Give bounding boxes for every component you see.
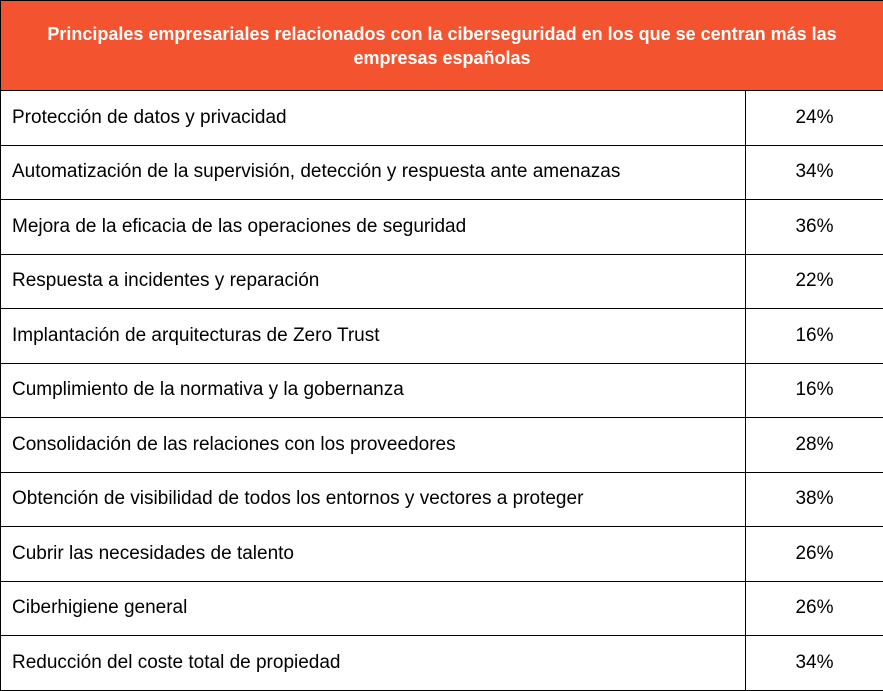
header-row <box>1 1 883 91</box>
row-value: 28% <box>746 418 883 473</box>
table-row <box>1 254 883 309</box>
table-row <box>1 145 883 200</box>
row-value: 16% <box>746 363 883 418</box>
table-body <box>1 91 883 691</box>
row-label: Respuesta a incidentes y reparación <box>1 254 746 309</box>
row-label: Consolidación de las relaciones con los proveedores <box>1 418 746 473</box>
table-row <box>1 363 883 418</box>
table-row <box>1 581 883 636</box>
table-row <box>1 527 883 582</box>
row-value: 34% <box>746 145 883 200</box>
table-title: Principales empresariales relacionados con la ciberseguridad en los que se centran más las empresas españolas <box>1 1 883 91</box>
row-label: Reducción del coste total de propiedad <box>1 636 746 691</box>
table-row <box>1 200 883 255</box>
row-label: Ciberhigiene general <box>1 581 746 636</box>
row-label: Implantación de arquitecturas de Zero Trust <box>1 309 746 364</box>
table-row <box>1 636 883 691</box>
row-value: 22% <box>746 254 883 309</box>
row-value: 34% <box>746 636 883 691</box>
table-row <box>1 91 883 146</box>
row-value: 24% <box>746 91 883 146</box>
table-row <box>1 418 883 473</box>
row-label: Automatización de la supervisión, detección y respuesta ante amenazas <box>1 145 746 200</box>
row-label: Cumplimiento de la normativa y la gobernanza <box>1 363 746 418</box>
row-value: 26% <box>746 581 883 636</box>
row-label: Obtención de visibilidad de todos los entornos y vectores a proteger <box>1 472 746 527</box>
row-value: 26% <box>746 527 883 582</box>
row-value: 36% <box>746 200 883 255</box>
table-row <box>1 472 883 527</box>
row-value: 16% <box>746 309 883 364</box>
row-label: Cubrir las necesidades de talento <box>1 527 746 582</box>
row-label: Mejora de la eficacia de las operaciones de seguridad <box>1 200 746 255</box>
row-label: Protección de datos y privacidad <box>1 91 746 146</box>
row-value: 38% <box>746 472 883 527</box>
table-row <box>1 309 883 364</box>
